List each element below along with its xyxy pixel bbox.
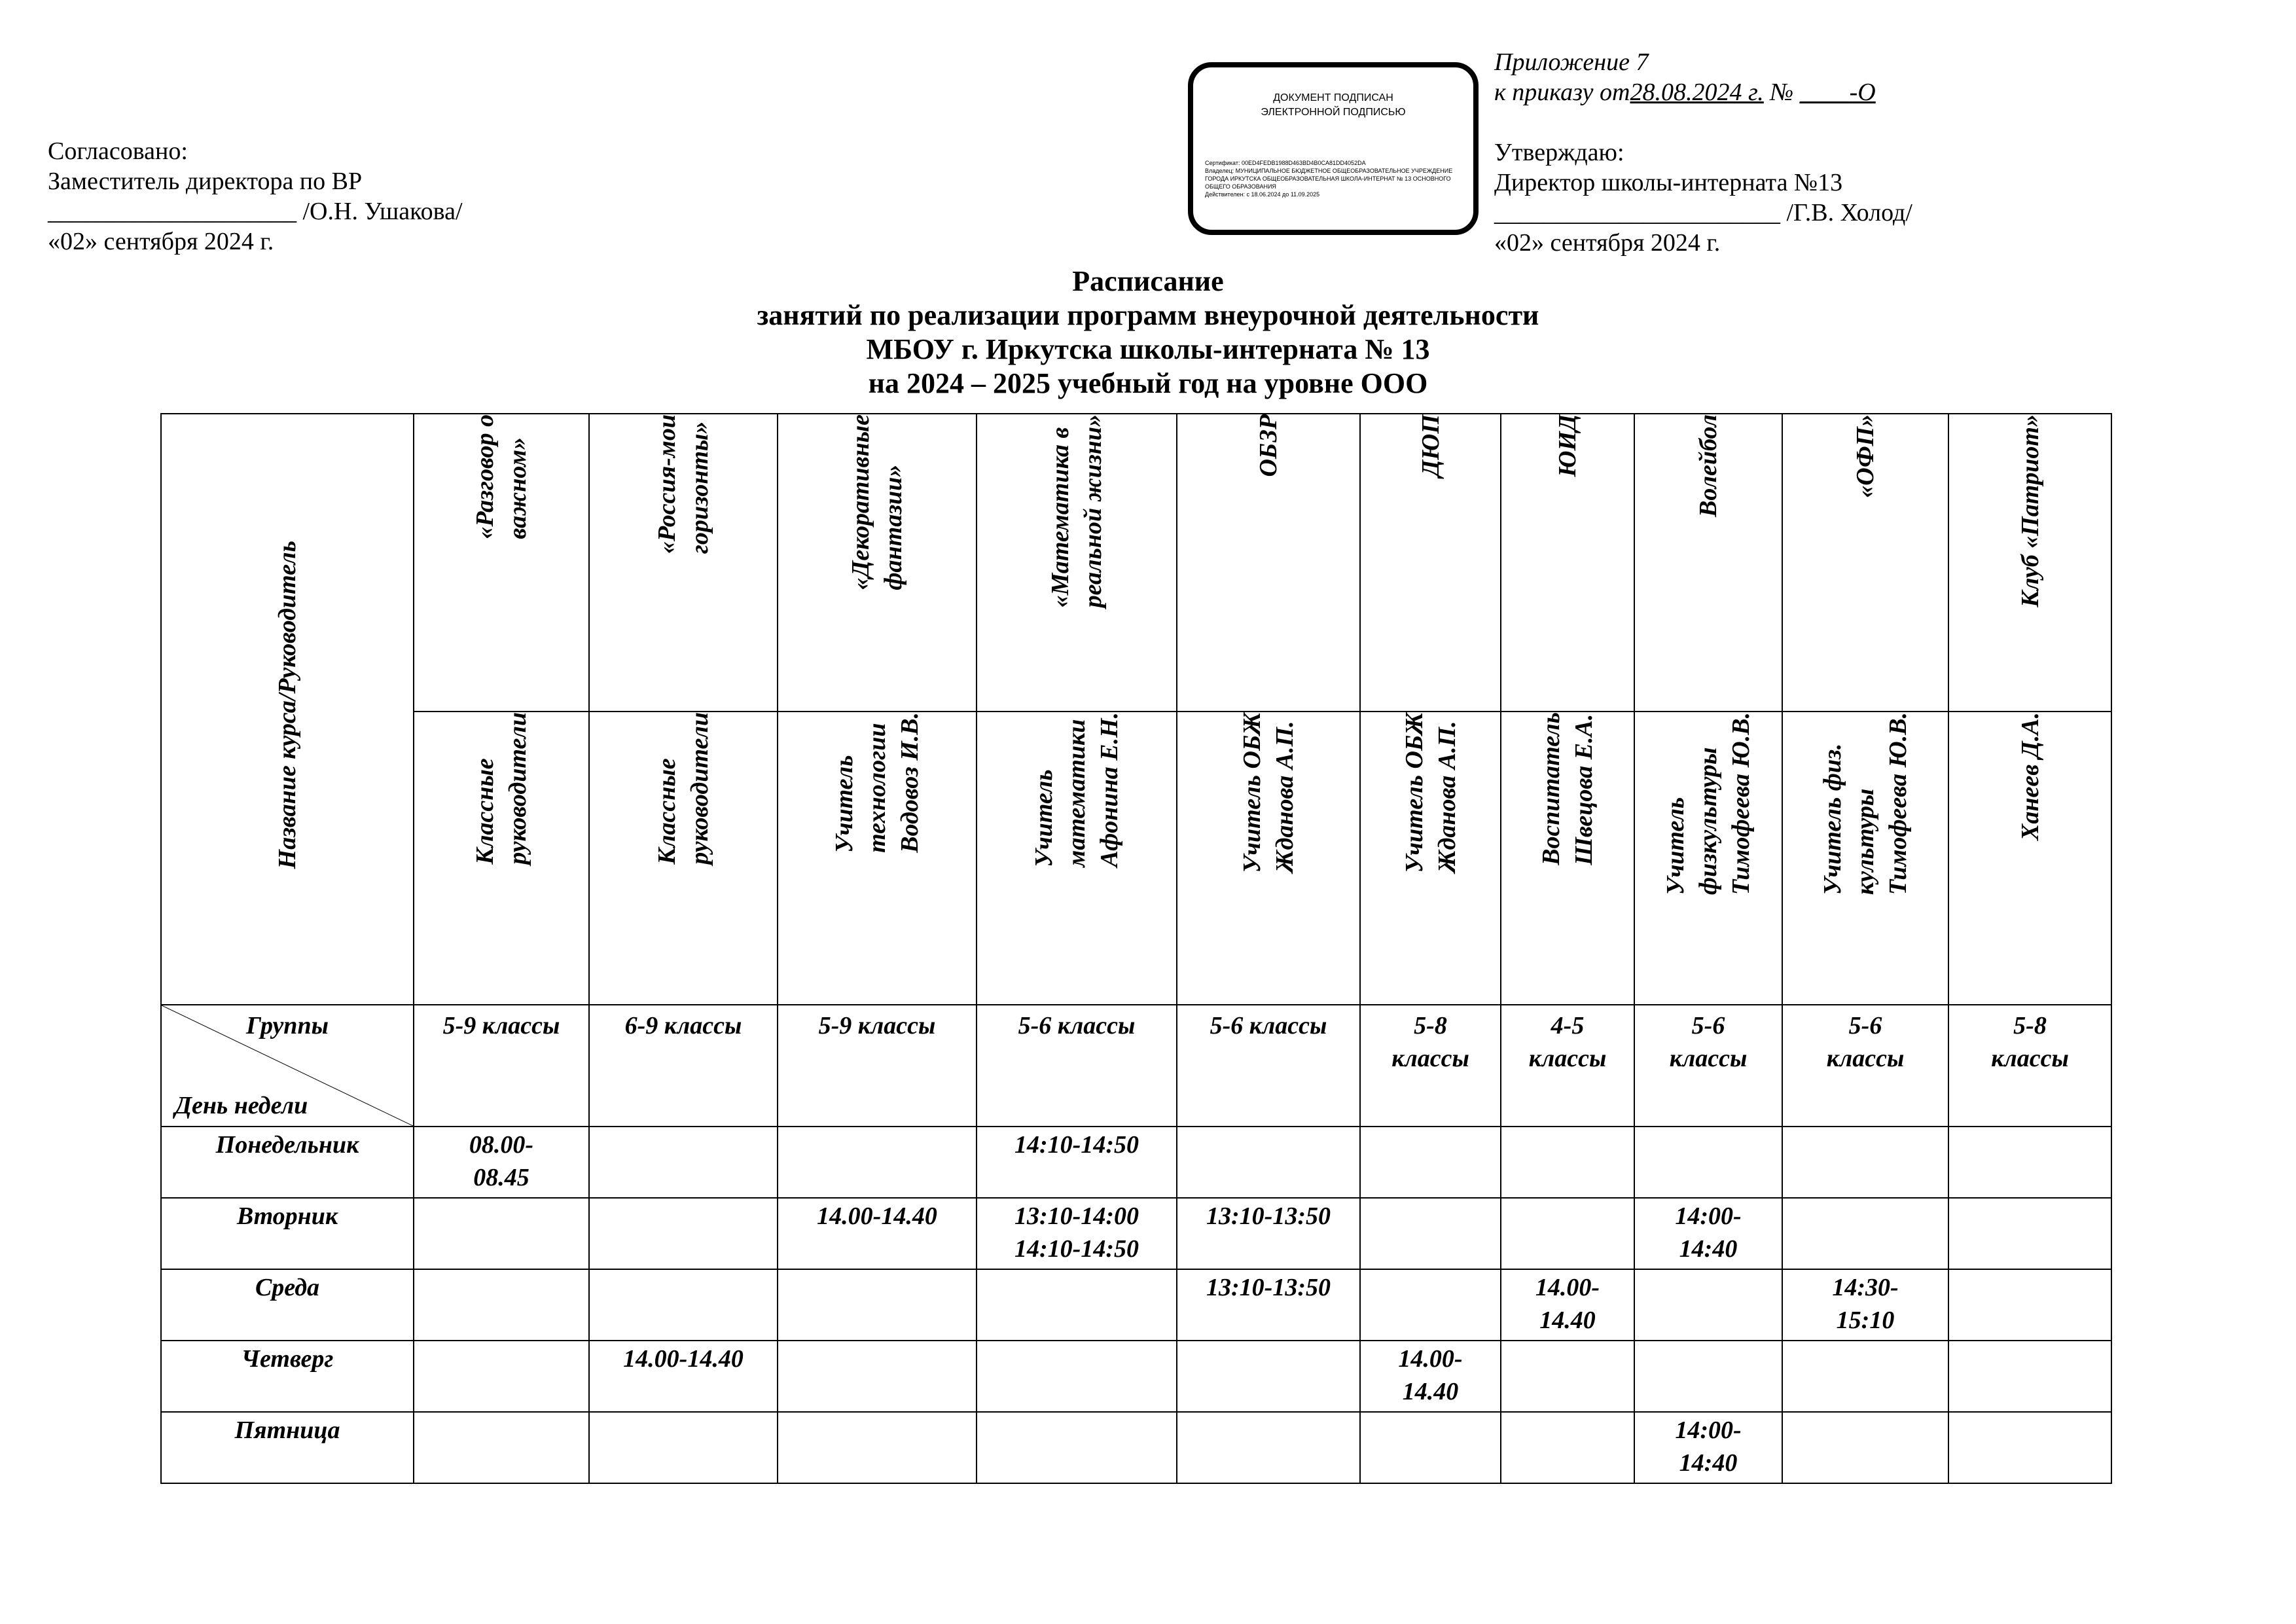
teacher-header-cell [977, 712, 1177, 1005]
schedule-cell [778, 1269, 977, 1341]
schedule-cell: 13:10-14:00 14:10-14:50 [977, 1198, 1177, 1269]
group-cell: 5-9 классы [414, 1005, 589, 1127]
appendix-line2: к приказу от28.08.2024 г. № ____-О [1494, 79, 1876, 106]
teacher-name: Учитель ОБЖ Жданова А.П. [1400, 712, 1461, 873]
schedule-cell [1177, 1412, 1360, 1483]
teacher-name: Воспитатель Швецова Е.А. [1537, 712, 1598, 865]
course-name: «Россия-мои горизонты» [653, 414, 713, 554]
schedule-cell [589, 1412, 778, 1483]
schedule-cell [1177, 1127, 1360, 1198]
schedule-cell: 14.00-14.40 [589, 1341, 778, 1412]
course-name: ОБЗР [1255, 414, 1282, 477]
course-name: «Разговор о важном» [471, 414, 531, 539]
course-header-cell [1782, 414, 1948, 712]
schedule-cell [1948, 1341, 2111, 1412]
schedule-cell: 14:00- 14:40 [1634, 1198, 1782, 1269]
schedule-cell [1501, 1127, 1634, 1198]
schedule-cell [778, 1127, 977, 1198]
approval-block [1494, 47, 1912, 258]
day-name-cell: Среда [161, 1269, 414, 1341]
groups-label: Группы [246, 1012, 329, 1039]
group-cell: 6-9 классы [589, 1005, 778, 1127]
teacher-name: Учитель математики Афонина Е.Н. [1030, 712, 1123, 867]
approved-signature-line: _______________________ /Г.В. Холод/ [1494, 199, 1912, 226]
schedule-cell [1360, 1198, 1501, 1269]
day-name-cell: Понедельник [161, 1127, 414, 1198]
teacher-name: Учитель технологии Водовоз И.В. [831, 712, 924, 853]
teacher-header-cell [589, 712, 778, 1005]
schedule-cell: 14.00- 14.40 [1360, 1341, 1501, 1412]
schedule-cell [1360, 1127, 1501, 1198]
schedule-cell [1177, 1341, 1360, 1412]
course-name: Клуб «Патриот» [2016, 414, 2044, 607]
group-cell: 5-6 классы [977, 1005, 1177, 1127]
teacher-name: Классные руководители [471, 712, 531, 865]
day-name-cell: Вторник [161, 1198, 414, 1269]
approved-heading: Утверждаю: [1494, 139, 1624, 166]
stamp-title: ДОКУМЕНТ ПОДПИСАН ЭЛЕКТРОННОЙ ПОДПИСЬЮ [1261, 92, 1406, 118]
teacher-name: Ханеев Д.А. [2016, 712, 2044, 840]
teacher-header-cell [1948, 712, 2111, 1005]
schedule-cell [1948, 1269, 2111, 1341]
appendix-line1: Приложение 7 [1494, 48, 1649, 76]
document-title: Расписание занятий по реализации программ внеурочной деятельности МБОУ г. Иркутска школы-интерната № 13 на 2024 – 2025 учебный год на уровне ООО [757, 265, 1539, 399]
course-header-cell [778, 414, 977, 712]
schedule-table [160, 413, 2112, 1484]
schedule-cell [589, 1198, 778, 1269]
course-header-cell [1501, 414, 1634, 712]
schedule-cell [1634, 1341, 1782, 1412]
schedule-cell [1501, 1412, 1634, 1483]
groups-day-corner-cell [161, 1005, 414, 1127]
schedule-cell: 14:30- 15:10 [1782, 1269, 1948, 1341]
schedule-cell [1501, 1198, 1634, 1269]
schedule-cell [778, 1341, 977, 1412]
teacher-header-cell [1501, 712, 1634, 1005]
agreed-signature-line: ____________________ /О.Н. Ушакова/ [48, 198, 463, 225]
day-of-week-label: День недели [175, 1092, 308, 1119]
schedule-cell [977, 1269, 1177, 1341]
stamp-details: Сертификат: 00ED4FEDB1988D463BD4B0CA81DD4052DA Владелец: МУНИЦИПАЛЬНОЕ БЮДЖЕТНОЕ ОБЩЕОБРАЗОВАТЕЛЬНОЕ УЧРЕЖДЕНИЕ ГОРОДА ИРКУТСКА ОБЩЕОБРАЗОВАТЕЛЬНАЯ ШКОЛА-ИНТЕРНАТ № 13 ОСНОВНОГО ОБЩЕГО ОБРАЗОВАНИЯ Действителен: с 18.06.2024 до 11.09.2025 [1205, 160, 1453, 198]
teacher-header-cell [414, 712, 589, 1005]
group-cell: 5-8 классы [1360, 1005, 1501, 1127]
teacher-header-cell [1177, 712, 1360, 1005]
group-cell: 4-5 классы [1501, 1005, 1634, 1127]
schedule-cell [1634, 1269, 1782, 1341]
course-header-cell [589, 414, 778, 712]
agreed-date: «02» сентября 2024 г. [48, 228, 274, 255]
day-name-cell: Пятница [161, 1412, 414, 1483]
schedule-cell [1501, 1341, 1634, 1412]
schedule-cell [414, 1198, 589, 1269]
course-name: «Декоративные фантазии» [847, 414, 907, 590]
schedule-cell [414, 1412, 589, 1483]
schedule-cell [1948, 1198, 2111, 1269]
schedule-cell [414, 1341, 589, 1412]
agreed-block [48, 136, 463, 257]
day-row [161, 1269, 2111, 1341]
schedule-cell [589, 1269, 778, 1341]
schedule-cell: 14:00- 14:40 [1634, 1412, 1782, 1483]
group-cell: 5-6 классы [1634, 1005, 1782, 1127]
first-column-header: Название курса/Руководитель [274, 541, 301, 869]
schedule-cell: 14:10-14:50 [977, 1127, 1177, 1198]
schedule-cell [1360, 1412, 1501, 1483]
course-name: «Математика в реальной жизни» [1047, 414, 1107, 608]
schedule-cell [977, 1412, 1177, 1483]
course-name: «ОФП» [1852, 414, 1879, 498]
course-header-cell [1177, 414, 1360, 712]
course-row [161, 414, 2111, 712]
course-header-cell [414, 414, 589, 712]
course-header-cell [1634, 414, 1782, 712]
day-rows [161, 1127, 2111, 1483]
approved-position: Директор школы-интерната №13 [1494, 169, 1843, 196]
teacher-header-cell [1782, 712, 1948, 1005]
approved-date: «02» сентября 2024 г. [1494, 229, 1721, 257]
schedule-cell [977, 1341, 1177, 1412]
electronic-signature-stamp [1188, 62, 1479, 235]
day-row [161, 1127, 2111, 1198]
first-column-header-cell [161, 414, 414, 1005]
groups-row [161, 1005, 2111, 1127]
teacher-name: Классные руководители [653, 712, 713, 865]
agreed-heading: Согласовано: [48, 137, 188, 165]
day-row [161, 1198, 2111, 1269]
group-cell: 5-9 классы [778, 1005, 977, 1127]
schedule-cell: 08.00- 08.45 [414, 1127, 589, 1198]
schedule-cell: 14.00- 14.40 [1501, 1269, 1634, 1341]
schedule-cell [1948, 1127, 2111, 1198]
schedule-cell: 14.00-14.40 [778, 1198, 977, 1269]
schedule-cell [778, 1412, 977, 1483]
schedule-cell: 13:10-13:50 [1177, 1269, 1360, 1341]
course-header-cell [1360, 414, 1501, 712]
teacher-name: Учитель ОБЖ Жданова А.П. [1238, 712, 1299, 873]
schedule-cell [1782, 1127, 1948, 1198]
group-cell: 5-6 классы [1177, 1005, 1360, 1127]
group-cell: 5-6 классы [1782, 1005, 1948, 1127]
schedule-cell [414, 1269, 589, 1341]
schedule-cell [1634, 1127, 1782, 1198]
agreed-position: Заместитель директора по ВР [48, 168, 363, 195]
schedule-cell [1782, 1341, 1948, 1412]
schedule-cell [589, 1127, 778, 1198]
group-cell: 5-8 классы [1948, 1005, 2111, 1127]
course-name: ЮИД [1554, 414, 1581, 477]
day-row [161, 1341, 2111, 1412]
course-name: Волейбол [1695, 414, 1722, 517]
day-name-cell: Четверг [161, 1341, 414, 1412]
teacher-row [161, 712, 2111, 1005]
teacher-header-cell [1360, 712, 1501, 1005]
schedule-cell [1782, 1198, 1948, 1269]
schedule-cell [1948, 1412, 2111, 1483]
schedule-cell [1360, 1269, 1501, 1341]
teacher-name: Учитель физ. культуры Тимофеева Ю.В. [1819, 712, 1912, 895]
teacher-name: Учитель физкультуры Тимофеева Ю.В. [1662, 712, 1755, 895]
teacher-header-cell [1634, 712, 1782, 1005]
schedule-cell [1782, 1412, 1948, 1483]
teacher-header-cell [778, 712, 977, 1005]
course-header-cell [1948, 414, 2111, 712]
course-header-cell [977, 414, 1177, 712]
day-row [161, 1412, 2111, 1483]
schedule-cell: 13:10-13:50 [1177, 1198, 1360, 1269]
course-name: ДЮП [1416, 414, 1444, 477]
